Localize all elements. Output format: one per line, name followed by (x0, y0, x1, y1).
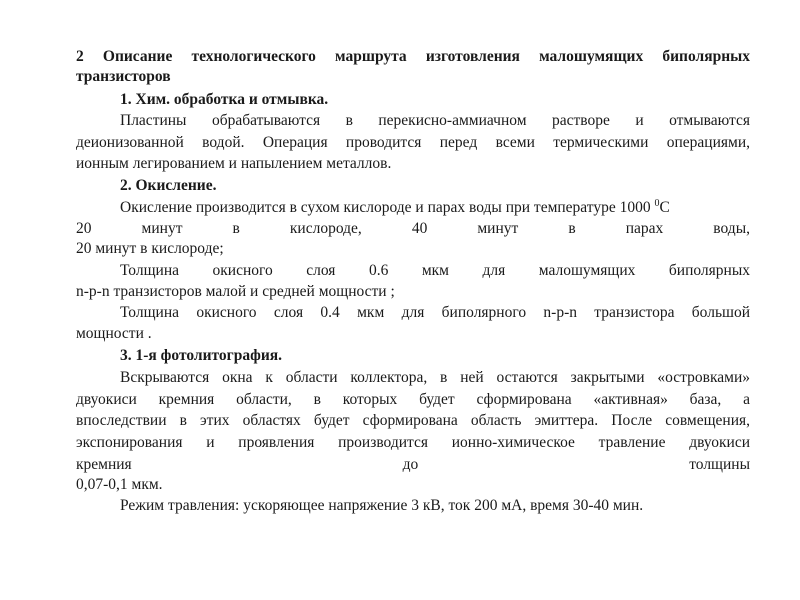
section2-line (120, 198, 750, 218)
degree-sup: 0 (654, 197, 660, 209)
section2-line: 20 минут в кислороде, 40 минут в парах воды, (76, 220, 750, 237)
section1-heading: 1. Хим. обработка и отмывка. (120, 91, 329, 108)
section2-line: n-p-n транзисторов малой и средней мощности ; (76, 283, 395, 300)
section3-heading: 3. 1-я фотолитография. (120, 347, 283, 364)
degree-unit: С (659, 199, 670, 216)
section3-line: кремния до толщины (76, 456, 750, 473)
section2-line: Толщина окисного слоя 0.4 мкм для биполярного n-p-n транзистора большой (120, 304, 750, 321)
section2-heading: 2. Окисление. (120, 177, 217, 194)
document-title: 2 Описание технологического маршрута изготовления малошумящих биполярных (76, 48, 750, 65)
section1-line: Пластины обрабатываются в перекисно-аммиачном растворе и отмываются (120, 112, 750, 129)
section3-line: экспонирования и проявления производится ионно-химическое травление двуокиси (76, 434, 750, 451)
section1-line: ионным легированием и напылением металлов. (76, 155, 392, 172)
section3-line: Вскрываются окна к области коллектора, в ней остаются закрытыми «островками» (120, 369, 750, 386)
section2-line: Толщина окисного слоя 0.6 мкм для малошумящих биполярных (120, 262, 750, 279)
section2-line-text: Окисление производится в сухом кислороде и парах воды при температуре 1000 (120, 199, 651, 216)
document-title-cont: транзисторов (76, 68, 171, 85)
section1-line: деионизованной водой. Операция проводится перед всеми термическими операциями, (76, 134, 750, 151)
section3-line: Режим травления: ускоряющее напряжение 3 кВ, ток 200 мА, время 30-40 мин. (120, 497, 644, 514)
section2-line: 20 минут в кислороде; (76, 240, 224, 257)
section2-line: мощности . (76, 325, 152, 342)
section3-line: двуокиси кремния области, в которых будет сформирована «активная» база, а (76, 391, 750, 408)
section3-line: впоследствии в этих областях будет сформирована область эмиттера. После совмещения, (76, 412, 750, 429)
section3-line: 0,07-0,1 мкм. (76, 476, 163, 493)
